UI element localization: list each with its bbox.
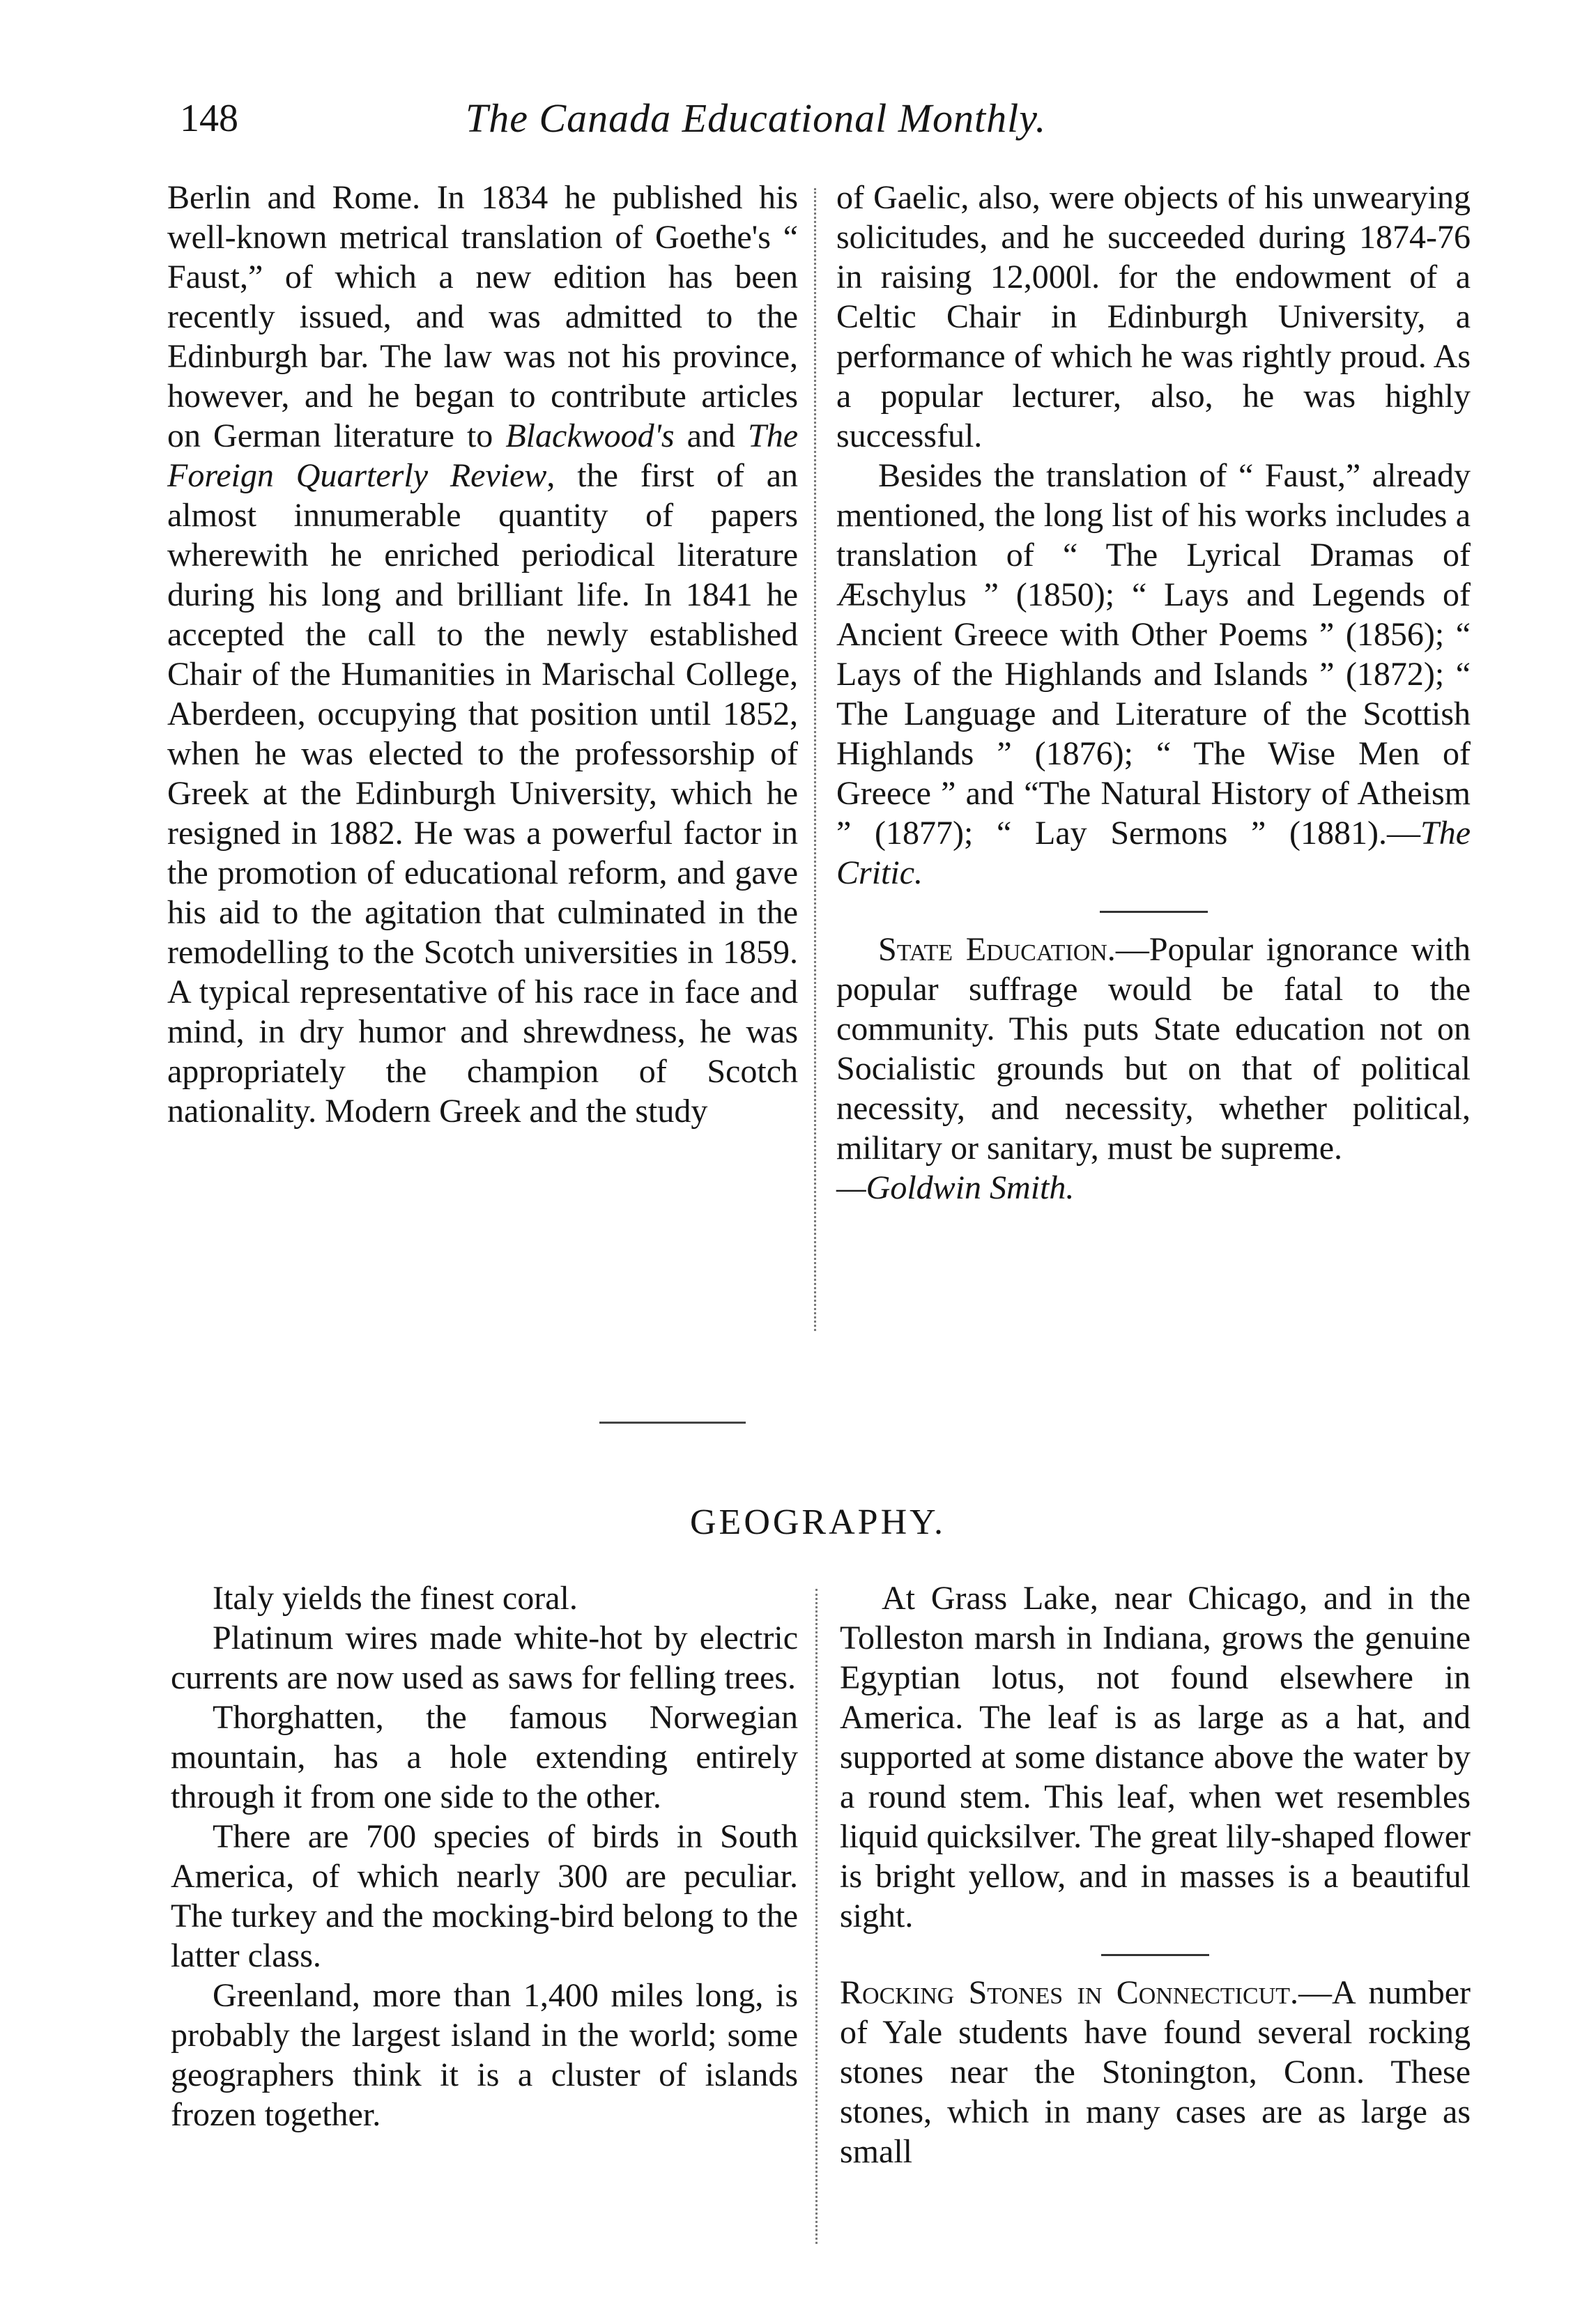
geography-right-column — [840, 1578, 1471, 2247]
blackie-text-part2: , the first of an almost innumerable quantity of papers wherewith he enriched periodical literature during his long and brilliant life. In 1841 he accepted the call to the newly established Chair of the Humanities in Marischal College, Aberdeen, occupying that position until 1852, when he was elected to the professorship of Greek at the Edinburgh University, which he resigned in 1882. He was a powerful factor in the promotion of educational reform, and gave his aid to the agitation that culminated in the remodelling to the Scotch universities in 1859. A typical representative of his race in face and mind, in dry humor and shrewdness, he was appropriately the champion of Scotch nationality. Modern Greek and the study — [167, 457, 799, 1130]
coral-item: Italy yields the finest coral. — [213, 1580, 578, 1617]
works-source: The Critic. — [836, 815, 1471, 891]
running-header — [180, 91, 1246, 153]
upper-right-column — [836, 178, 1471, 1348]
state-education-text: —Popular ignorance with popular suffrage would be fatal to the community. This puts State education not on Socialistic grounds but on that of political necessity, and necessity, whether political, military or sanitary, must be supreme. — [836, 931, 1471, 1167]
upper-column-divider — [814, 188, 816, 1331]
birds-item: There are 700 species of birds in South America, of which nearly 300 are peculiar. The turkey and the mocking-bird belong to the latter class. — [171, 1818, 798, 1974]
running-title: The Canada Educational Monthly. — [466, 95, 1047, 141]
geography-separator — [1101, 1954, 1209, 1956]
geography-heading: GEOGRAPHY. — [690, 1502, 946, 1542]
geography-left-column — [171, 1578, 798, 2247]
blackie-paragraph — [167, 178, 798, 1131]
upper-left-column — [167, 178, 798, 1348]
thorghatten-item: Thorghatten, the famous Norwegian mountain, has a hole extending entirely through it from one side to the other. — [171, 1699, 798, 1815]
state-education-credit — [836, 1168, 1471, 1208]
state-education-heading: State Education. — [878, 931, 1116, 968]
goldwin-smith-credit: —Goldwin Smith. — [836, 1169, 1075, 1206]
rocking-stones-paragraph — [840, 1973, 1471, 2171]
works-paragraph — [836, 456, 1471, 893]
blackie-text-part1: Berlin and Rome. In 1834 he published his well-known metrical translation of Goethe's “ Faust,” of which a new edition has been recently issued, and was admitted to the Edinburgh bar. The law was not his province, however, and he began to contribute articles on German literature to — [167, 179, 798, 454]
blackie-text-and: and — [674, 417, 748, 454]
blackwoods-title: Blackwood's — [505, 417, 675, 454]
works-text: Besides the translation of “ Faust,” already mentioned, the long list of his works includes a translation of “ The Lyrical Dramas of Æschylus ” (1850); “ Lays and Legends of Ancient Greece with Other Poems ” (1856); “ Lays of the Highlands and Islands ” (1872); “ The Language and Literature of the Scottish Highlands ” (1876); “ The Wise Men of Greece ” and “The Natural History of Atheism ” (1877); “ Lay Sermons ” (1881).— — [836, 457, 1471, 852]
foreign-quarterly-title: The Foreign Quarterly Review — [167, 417, 798, 494]
lotus-item: At Grass Lake, near Chicago, and in the Tolleston marsh in Indiana, grows the genuine Egyptian lotus, not found elsewhere in America. The leaf is as large as a hat, and supported at some distance above the water by a round stem. This leaf, when wet resembles liquid quicksilver. The great lily-shaped flower is bright yellow, and in masses is a beautiful sight. — [840, 1580, 1471, 1934]
rocking-stones-heading: Rocking Stones in Connecticut. — [840, 1974, 1298, 2011]
state-education-paragraph — [836, 930, 1471, 1168]
platinum-item: Platinum wires made white-hot by electric currents are now used as saws for felling trees. — [171, 1620, 798, 1696]
article-separator — [1100, 911, 1208, 913]
section-separator — [599, 1422, 746, 1424]
gaelic-paragraph: of Gaelic, also, were objects of his unwearying solicitudes, and he succeeded during 1874-76 in raising 12,000l. for the endowment of a Celtic Chair in Edinburgh University, a performance of which he was rightly proud. As a popular lecturer, also, he was highly successful. — [836, 179, 1471, 454]
lower-column-divider — [815, 1589, 818, 2244]
page-number: 148 — [180, 97, 238, 140]
greenland-item: Greenland, more than 1,400 miles long, is probably the largest island in the world; some geographers think it is a cluster of islands frozen together. — [171, 1977, 798, 2133]
rocking-stones-text: —A number of Yale students have found several rocking stones near the Stonington, Conn. These stones, which in many cases are as large as small — [840, 1974, 1471, 2170]
